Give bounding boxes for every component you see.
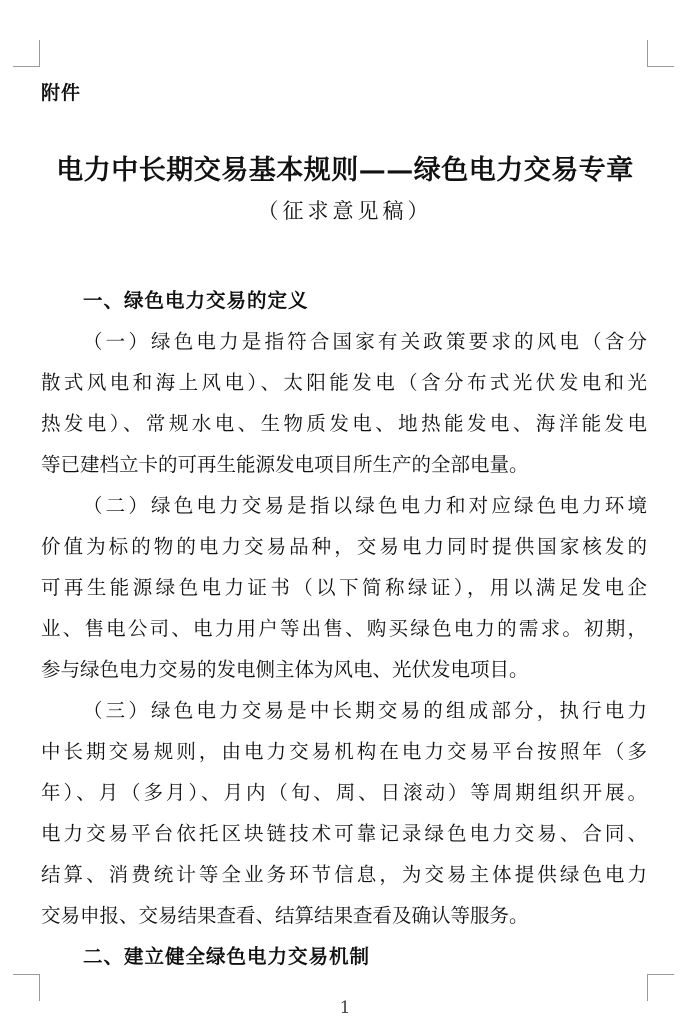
document-body — [41, 280, 647, 977]
text-line: 热发电）、常规水电、生物质发电、地热能发电、海洋能发电 — [41, 412, 647, 435]
crop-mark-bottom-right — [647, 974, 674, 1001]
paragraph — [41, 485, 647, 690]
attachment-label: 附件 — [41, 82, 82, 104]
text-line: （二）绿色电力交易是指以绿色电力和对应绿色电力环境 — [83, 494, 647, 517]
crop-mark-top-right — [647, 40, 674, 67]
page-number: 1 — [339, 998, 351, 1018]
text-line: 年）、月（多月）、月内（旬、周、日滚动）等周期组织开展。 — [41, 781, 647, 804]
text-line: 电力交易平台依托区块链技术可靠记录绿色电力交易、合同、 — [41, 822, 647, 845]
document-title: 电力中长期交易基本规则——绿色电力交易专章 — [56, 155, 634, 186]
text-line: 结算、消费统计等全业务环节信息，为交易主体提供绿色电力 — [41, 863, 647, 886]
section-heading: 二、建立健全绿色电力交易机制 — [83, 945, 371, 968]
section-heading: 一、绿色电力交易的定义 — [83, 289, 309, 312]
crop-mark-bottom-left — [13, 974, 40, 1001]
crop-mark-top-left — [13, 40, 40, 67]
text-line: 中长期交易规则，由电力交易机构在电力交易平台按照年（多 — [41, 740, 647, 763]
text-line: 等已建档立卡的可再生能源发电项目所生产的全部电量。 — [41, 453, 529, 476]
document-subtitle: （征求意见稿） — [257, 199, 433, 223]
paragraph — [41, 321, 647, 485]
text-line: 参与绿色电力交易的发电侧主体为风电、光伏发电项目。 — [41, 658, 529, 681]
text-line: （三）绿色电力交易是中长期交易的组成部分，执行电力 — [83, 699, 647, 722]
text-line: （一）绿色电力是指符合国家有关政策要求的风电（含分 — [83, 330, 647, 353]
text-line: 价值为标的物的电力交易品种，交易电力同时提供国家核发的 — [41, 535, 647, 558]
text-line: 交易申报、交易结果查看、结算结果查看及确认等服务。 — [41, 904, 529, 927]
text-line: 业、售电公司、电力用户等出售、购买绿色电力的需求。初期， — [41, 617, 647, 640]
paragraph — [41, 690, 647, 936]
text-line: 可再生能源绿色电力证书（以下简称绿证），用以满足发电企 — [41, 576, 647, 599]
text-line: 散式风电和海上风电）、太阳能发电（含分布式光伏发电和光 — [41, 371, 647, 394]
